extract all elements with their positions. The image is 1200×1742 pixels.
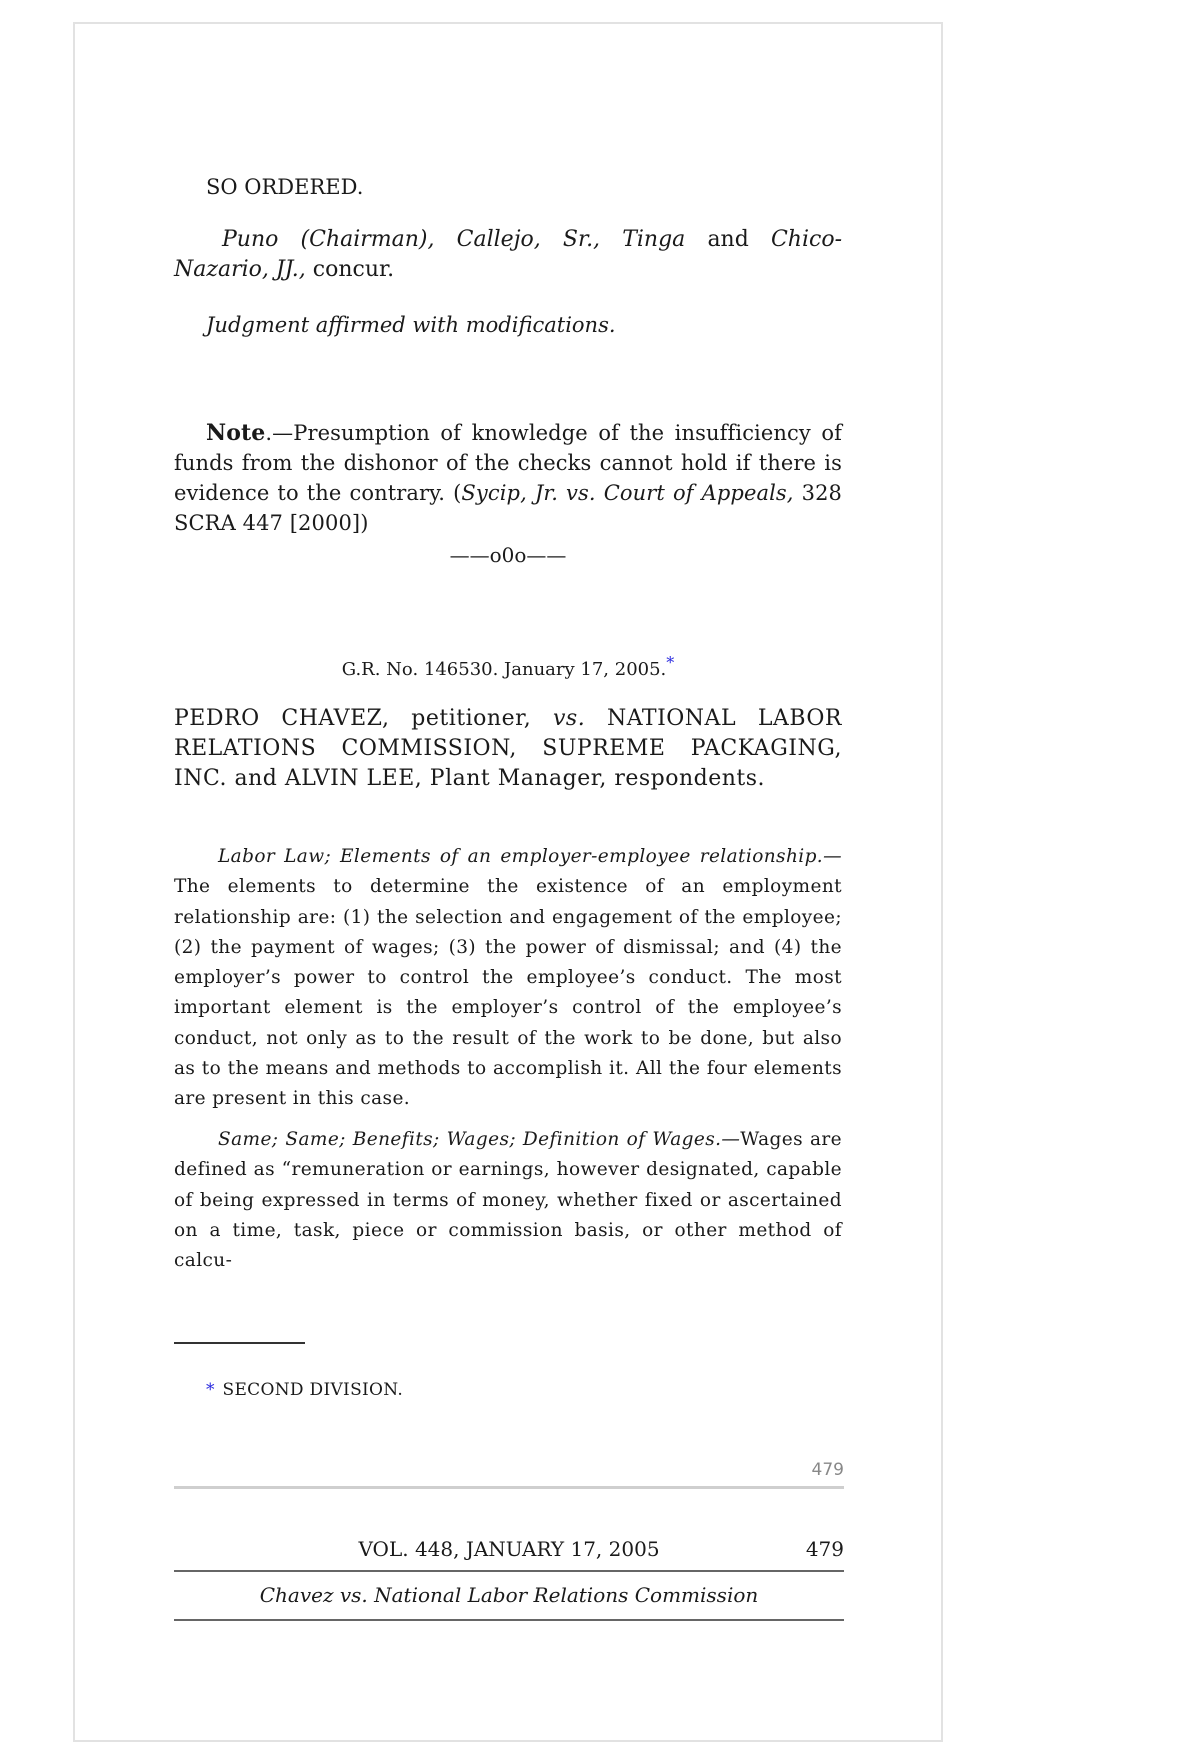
- header-rule-bottom: [174, 1619, 844, 1621]
- so-ordered: SO ORDERED.: [206, 175, 364, 199]
- section-separator: ——o0o——: [449, 543, 567, 567]
- footnote-rule: [174, 1342, 305, 1344]
- header-page-number: 479: [805, 1537, 844, 1561]
- gr-number-text: G.R. No. 146530. January 17, 2005.: [341, 659, 667, 680]
- syllabus-heading: Same; Same; Benefits; Wages; Definition of Wages.—: [218, 1129, 741, 1150]
- note-citation: Sycip, Jr. vs. Court of Appeals,: [461, 481, 794, 505]
- footnote-text: SECOND DIVISION.: [222, 1380, 404, 1400]
- running-header: [174, 1534, 844, 1564]
- syllabus-heading: Labor Law; Elements of an employer-employee relationship.—: [218, 846, 842, 867]
- case-name-header: Chavez vs. National Labor Relations Commission: [259, 1583, 759, 1607]
- versus: vs.: [552, 706, 586, 731]
- footnote-link[interactable]: *: [666, 653, 675, 672]
- concurrence: [174, 225, 842, 285]
- concurring-justices: Puno (Chairman), Callejo, Sr., Tinga: [222, 227, 686, 252]
- respondents: NATIONAL LABOR RELATIONS COMMISSION, SUPREME PACKAGING, INC. and ALVIN LEE, Plant Manager, respondents.: [174, 706, 842, 791]
- volume-title: VOL. 448, JANUARY 17, 2005: [358, 1537, 660, 1561]
- note-heading: Note: [206, 420, 266, 446]
- gr-number: [174, 648, 842, 685]
- syllabus-text: Wages are defined as “remuneration or earnings, however designated, capable of being expressed in terms of money, whether fixed or ascertained on a time, task, piece or commission basis, or other method of calcu-: [174, 1129, 842, 1272]
- case-parties: [174, 704, 842, 794]
- header-rule-top: [174, 1570, 844, 1572]
- footnote: [174, 1375, 874, 1405]
- concur-word: concur.: [312, 257, 395, 282]
- note-tail: 328 SCRA 447 [2000]): [174, 481, 842, 535]
- page-number: 479: [811, 1460, 844, 1480]
- syllabus-text: The elements to determine the existence of an employment relationship are: (1) the selection and engagement of the employee; (2) the payment of wages; (3) the power of dismissal; and (4) the employer’s power to control the employee’s conduct. The most important element is the employer’s control of the employee’s conduct, not only as to the result of the work to be done, but also as to the means and methods to accomplish it. All the four elements are present in this case.: [174, 876, 842, 1110]
- syllabus-paragraph: [174, 842, 842, 1115]
- note-text: .—Presumption of knowledge of the insufficiency of funds from the dishonor of the checks cannot hold if there is evidence to the contrary. (: [174, 421, 842, 505]
- judgment: Judgment affirmed with modifications.: [206, 313, 616, 337]
- syllabus-paragraph: [174, 1125, 842, 1276]
- note: [174, 418, 842, 538]
- petitioner: PEDRO CHAVEZ, petitioner,: [174, 706, 532, 731]
- concur-and: and: [707, 227, 749, 252]
- concurring-justices-2: Chico-Nazario, JJ.,: [174, 227, 843, 282]
- footnote-marker: *: [206, 1380, 215, 1400]
- page-break-divider: [174, 1486, 844, 1489]
